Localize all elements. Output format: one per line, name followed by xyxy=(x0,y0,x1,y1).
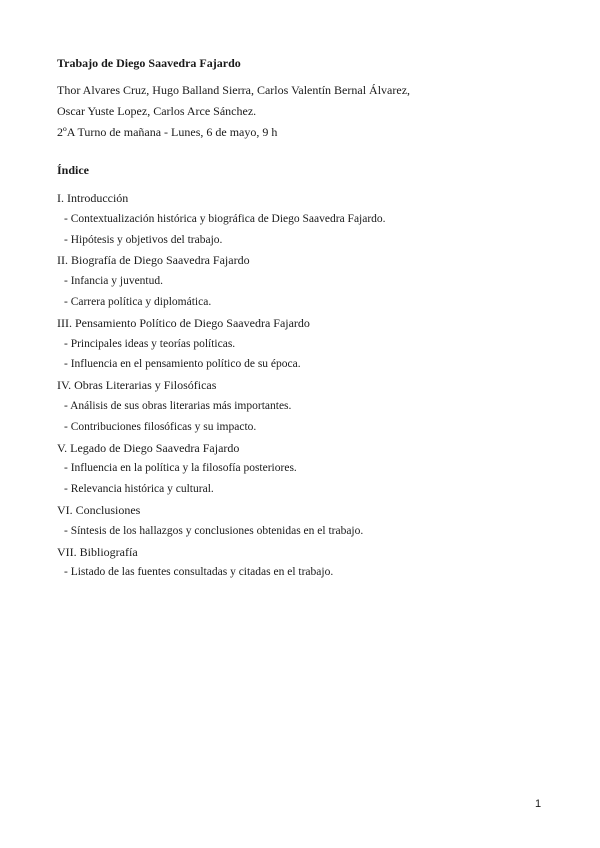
author-line: Thor Alvares Cruz, Hugo Balland Sierra, Carlos Valentín Bernal Álvarez, xyxy=(57,83,411,97)
toc-subitem: - Contribuciones filosóficas y su impacto. xyxy=(64,420,257,433)
toc-subitem: - Principales ideas y teorías políticas. xyxy=(64,337,236,350)
toc-subitem: - Influencia en la política y la filosofía posteriores. xyxy=(64,462,297,475)
toc-subitem: - Contextualización histórica y biográfica de Diego Saavedra Fajardo. xyxy=(64,212,386,225)
toc-subitem: - Hipótesis y objetivos del trabajo. xyxy=(64,233,223,246)
toc-subitem: - Influencia en el pensamiento político de su época. xyxy=(64,358,301,371)
toc-subitem: - Relevancia histórica y cultural. xyxy=(64,483,214,496)
toc-subitem: - Carrera política y diplomática. xyxy=(64,295,212,308)
page-number: 1 xyxy=(535,798,542,810)
toc-section-legado: V. Legado de Diego Saavedra Fajardo xyxy=(57,440,240,455)
toc-subitem: - Listado de las fuentes consultadas y citadas en el trabajo. xyxy=(64,566,334,579)
toc-subitem: - Análisis de sus obras literarias más importantes. xyxy=(64,399,292,412)
toc-subitem: - Infancia y juventud. xyxy=(64,275,163,288)
toc-section-obras: IV. Obras Literarias y Filosóficas xyxy=(57,378,217,393)
toc-section-bibliografia: VII. Bibliografía xyxy=(57,544,138,559)
document-title: Trabajo de Diego Saavedra Fajardo xyxy=(57,56,241,70)
toc-section-biografia: II. Biografía de Diego Saavedra Fajardo xyxy=(57,253,250,268)
table-of-contents xyxy=(57,188,386,583)
toc-subitem: - Síntesis de los hallazgos y conclusiones obtenidas en el trabajo. xyxy=(64,524,364,537)
authors-block xyxy=(57,80,410,143)
author-line: Oscar Yuste Lopez, Carlos Arce Sánchez. xyxy=(57,104,257,118)
class-schedule-line: 2ºA Turno de mañana - Lunes, 6 de mayo, 9 h xyxy=(57,125,278,139)
toc-section-pensamiento-politico: III. Pensamiento Político de Diego Saavedra Fajardo xyxy=(57,315,310,330)
index-heading: Índice xyxy=(57,163,90,177)
toc-section-introduccion: I. Introducción xyxy=(57,191,129,205)
toc-section-conclusiones: VI. Conclusiones xyxy=(57,502,141,517)
